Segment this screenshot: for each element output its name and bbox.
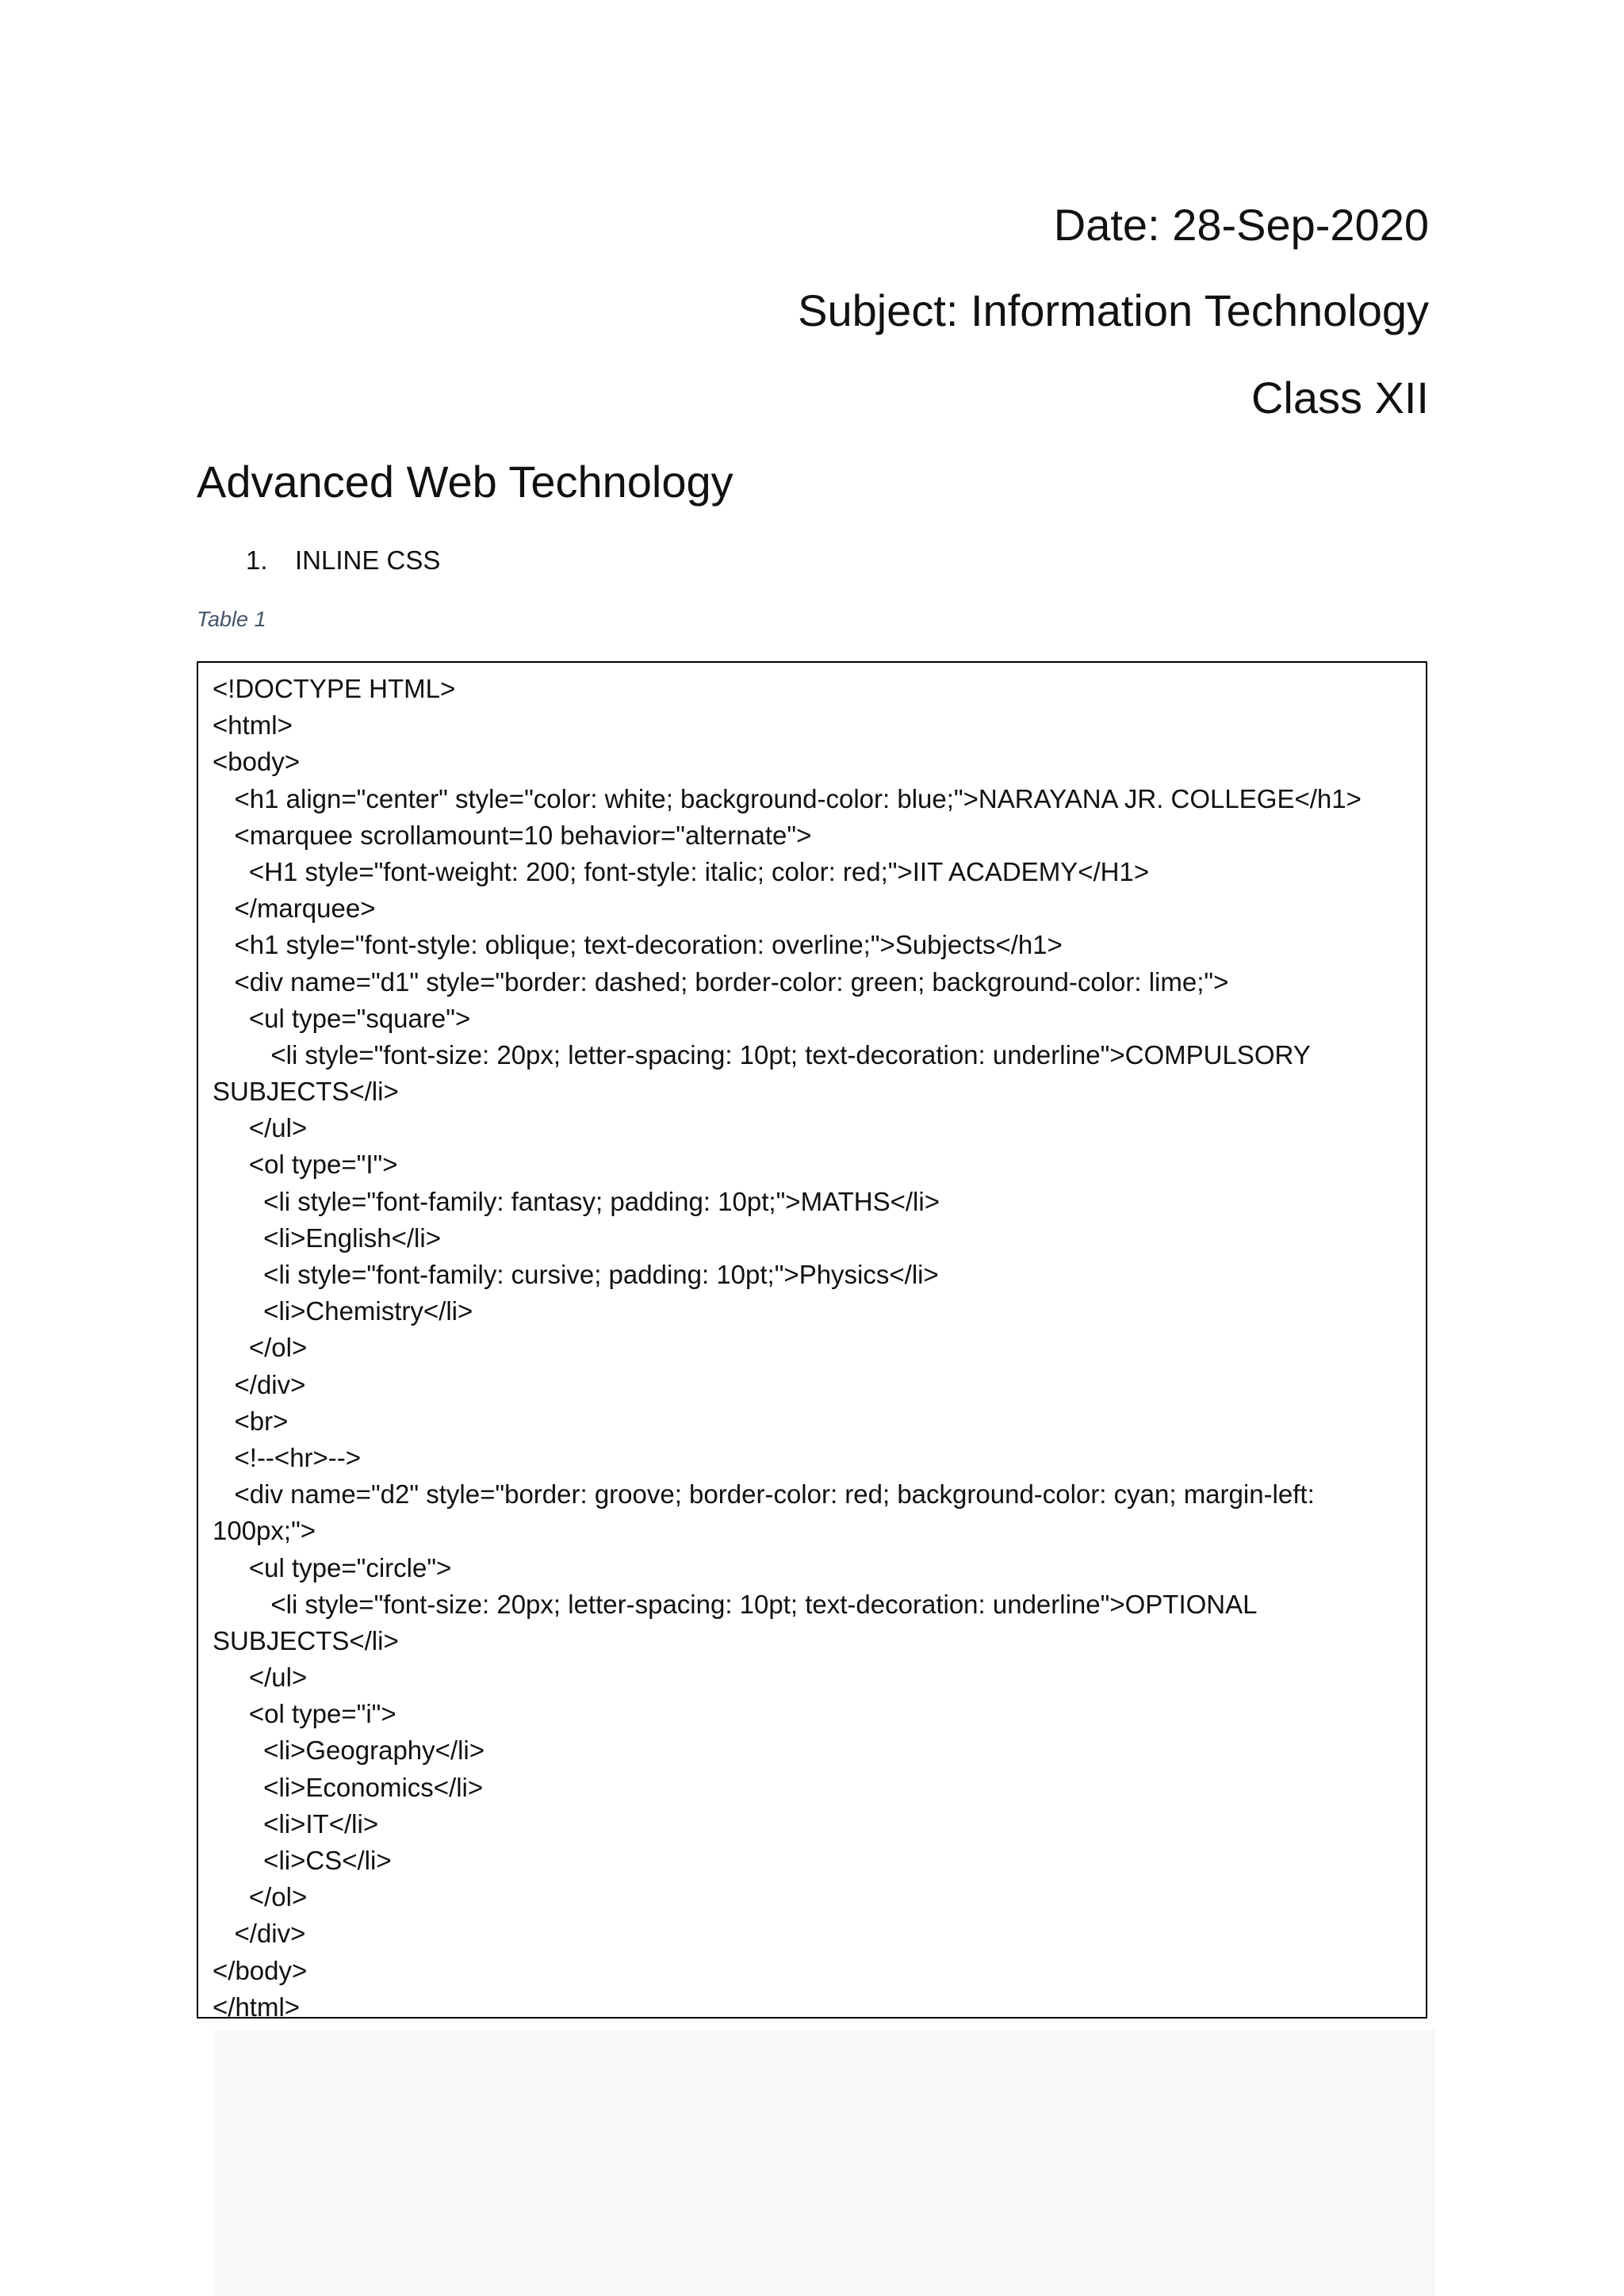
class-line: Class XII (1251, 373, 1429, 423)
code-line: <div name="d2" style="border: groove; border-color: red; background-color: cyan; margin-left: (213, 1479, 1315, 1510)
code-line: <h1 align="center" style="color: white; background-color: blue;">NARAYANA JR. COLLEGE</h1> (213, 783, 1362, 813)
subject-line: Subject: Information Technology (798, 285, 1429, 335)
code-line: <li style="font-family: cursive; padding: 10pt;">Physics</li> (213, 1260, 939, 1289)
code-line: <br> (213, 1406, 289, 1436)
code-line: 100px;"> (213, 1516, 316, 1546)
code-line: <ul type="square"> (213, 1003, 471, 1033)
code-line: <li style="font-size: 20px; letter-spacing: 10pt; text-decoration: underline">COMPULSORY (213, 1039, 1311, 1070)
code-line: <li>Economics</li> (213, 1772, 484, 1802)
page-shade (214, 2030, 1435, 2296)
code-line: SUBJECTS</li> (213, 1077, 399, 1107)
code-line: </html> (213, 1992, 301, 2022)
date-line: Date: 28-Sep-2020 (1053, 200, 1429, 250)
code-line: <li style="font-family: fantasy; padding: 10pt;">MATHS</li> (213, 1186, 940, 1216)
code-line: <li>English</li> (213, 1223, 441, 1253)
code-line: </div> (213, 1919, 306, 1949)
code-line: <ul type="circle"> (213, 1552, 452, 1582)
code-line: <li style="font-size: 20px; letter-spacing: 10pt; text-decoration: underline">OPTIONAL (213, 1589, 1258, 1619)
code-line: <!DOCTYPE HTML> (213, 674, 456, 703)
code-line: <li>Chemistry</li> (213, 1296, 473, 1326)
code-lines (213, 671, 1411, 2026)
list-item-inline-css (246, 547, 440, 573)
code-line: <ol type="i"> (213, 1699, 396, 1729)
code-line: <li>CS</li> (213, 1846, 392, 1875)
code-table (197, 661, 1427, 2022)
code-line: <H1 style="font-weight: 200; font-style: italic; color: red;">IIT ACADEMY</H1> (213, 856, 1150, 886)
code-line: </div> (213, 1369, 306, 1399)
code-line: <h1 style="font-style: oblique; text-decoration: overline;">Subjects</h1> (213, 930, 1063, 960)
code-line: </ol> (213, 1333, 308, 1363)
document-title: Advanced Web Technology (197, 457, 733, 507)
code-line: <div name="d1" style="border: dashed; border-color: green; background-color: lime;"> (213, 966, 1229, 997)
list-item-label: INLINE CSS (295, 545, 441, 575)
list-item-number: 1. (246, 545, 268, 575)
code-line: </marquee> (213, 894, 376, 924)
code-line: SUBJECTS</li> (213, 1625, 399, 1655)
code-line: <!--<hr>--> (213, 1442, 362, 1472)
code-line: <ol type="I"> (213, 1150, 398, 1180)
code-line: </ul> (213, 1663, 308, 1693)
code-line: </body> (213, 1955, 308, 1985)
table-caption: Table 1 (197, 607, 266, 631)
code-line: </ul> (213, 1113, 308, 1143)
code-line: </ol> (213, 1882, 308, 1912)
code-line: <body> (213, 747, 301, 777)
code-line: <li>Geography</li> (213, 1735, 485, 1766)
code-line: <li>IT</li> (213, 1808, 379, 1839)
code-line: <html> (213, 710, 293, 740)
code-line: <marquee scrollamount=10 behavior="alternate"> (213, 820, 812, 850)
